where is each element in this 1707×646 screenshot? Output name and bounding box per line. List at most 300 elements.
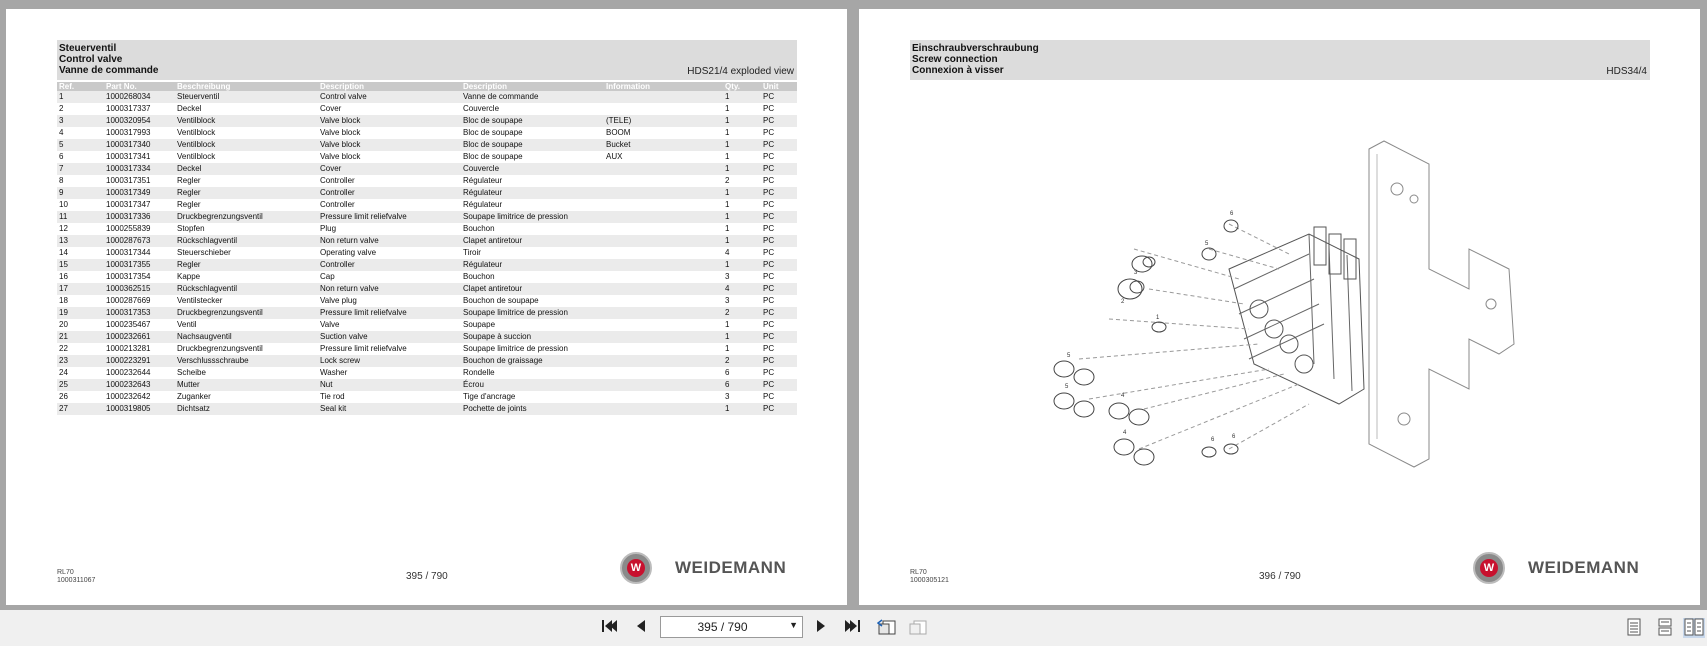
cell-description-en: Controller	[320, 200, 355, 209]
cell-description-en: Seal kit	[318, 403, 461, 415]
column-header-part-no: Part No.	[104, 82, 175, 91]
cell-ref: 1	[57, 91, 104, 103]
page-number: 396 / 790	[1259, 571, 1301, 582]
cell-ref: 11	[57, 211, 104, 223]
title-english: Control valve	[59, 54, 123, 65]
cell-information	[604, 295, 723, 307]
cell-ref: 12	[59, 224, 68, 233]
cell-part-no: 1000362515	[104, 283, 175, 295]
table-row	[57, 259, 797, 271]
table-row	[57, 307, 797, 319]
cell-part-no: 1000317340	[104, 139, 175, 151]
cell-information	[604, 223, 723, 235]
title-german: Steuerventil	[59, 43, 117, 54]
cell-beschreibung: Regler	[175, 259, 318, 271]
cell-part-no: 1000287669	[106, 296, 151, 305]
column-header-description-en: Description	[318, 82, 461, 91]
cell-description-fr: Bouchon de graissage	[461, 355, 604, 367]
single-page-view-button[interactable]	[1623, 618, 1645, 638]
cell-part-no: 1000317336	[104, 211, 175, 223]
cell-ref: 6	[59, 152, 64, 161]
table-row	[57, 271, 797, 283]
cell-description-en: Washer	[320, 368, 348, 377]
cell-beschreibung: Dichtsatz	[175, 403, 318, 415]
drawing-code: HDS21/4 exploded view	[687, 66, 794, 77]
title-french: Vanne de commande	[59, 65, 159, 76]
cell-part-no: 1000235467	[106, 320, 151, 329]
table-row	[57, 139, 797, 151]
cell-unit: PC	[761, 331, 797, 343]
cell-information	[604, 91, 723, 103]
cell-information	[604, 319, 723, 331]
cell-unit: PC	[761, 235, 797, 247]
cell-part-no: 1000232643	[104, 379, 175, 391]
previous-page-icon	[634, 618, 648, 634]
cell-qty: 1	[723, 187, 761, 199]
continuous-view-button[interactable]	[1654, 618, 1676, 638]
cell-information	[604, 235, 723, 247]
last-page-button[interactable]	[842, 618, 864, 638]
cell-unit: PC	[761, 403, 797, 415]
cell-part-no: 1000232661	[104, 331, 175, 343]
cell-ref: 27	[57, 403, 104, 415]
cell-ref: 22	[59, 344, 68, 353]
cell-ref: 10	[59, 200, 68, 209]
table-row	[57, 163, 797, 175]
cell-part-no: 1000317334	[104, 163, 175, 175]
cell-part-no: 1000317349	[104, 187, 175, 199]
forward-view-icon	[908, 618, 928, 636]
cell-ref: 3	[57, 115, 104, 127]
cell-part-no: 1000255839	[106, 224, 151, 233]
cell-beschreibung: Ventil	[177, 320, 197, 329]
table-row	[57, 343, 797, 355]
cell-description-fr: Régulateur	[463, 200, 503, 209]
column-header-information: Information	[604, 82, 723, 91]
logo-letter: W	[627, 559, 645, 577]
footer-doc-number: 1000305121	[910, 577, 949, 584]
cell-beschreibung: Druckbegrenzungsventil	[175, 211, 318, 223]
cell-description-fr: Bloc de soupape	[463, 152, 523, 161]
cell-ref: 15	[57, 259, 104, 271]
cell-description-fr: Bloc de soupape	[461, 139, 604, 151]
cell-part-no: 1000317337	[106, 104, 151, 113]
footer-model: RL70	[910, 569, 927, 576]
cell-part-no: 1000317344	[106, 248, 151, 257]
viewer-toolbar	[0, 610, 1707, 646]
cell-unit: PC	[763, 392, 775, 401]
cell-qty: 2	[725, 176, 730, 185]
cell-ref: 19	[57, 307, 104, 319]
cell-part-no: 1000223291	[104, 355, 175, 367]
cell-beschreibung: Ventilblock	[175, 115, 318, 127]
cell-information: Bucket	[604, 139, 723, 151]
cell-information: BOOM	[606, 128, 631, 137]
cell-information	[604, 211, 723, 223]
cell-ref: 20	[59, 320, 68, 329]
cell-beschreibung: Stopfen	[177, 224, 205, 233]
footer-model: RL70	[57, 569, 74, 576]
next-page-button[interactable]	[810, 618, 832, 638]
cell-information	[604, 391, 723, 403]
cell-ref: 2	[59, 104, 64, 113]
cell-description-fr: Bouchon	[463, 272, 495, 281]
callout-label: 1	[1156, 315, 1160, 321]
callout-label: 6	[1230, 211, 1234, 217]
cell-description-en: Cover	[318, 163, 461, 175]
cell-description-fr: Écrou	[461, 379, 604, 391]
cell-description-fr: Soupape limitrice de pression	[461, 307, 604, 319]
cell-unit: PC	[763, 176, 775, 185]
table-header-row	[57, 82, 797, 91]
footer-model-info	[57, 569, 95, 585]
column-header-beschreibung: Beschreibung	[175, 82, 318, 91]
first-page-icon	[600, 618, 618, 634]
cell-description-en: Pressure limit reliefvalve	[318, 307, 461, 319]
cell-beschreibung: Kappe	[177, 272, 201, 281]
section-header	[910, 40, 1650, 80]
cell-ref: 16	[59, 272, 68, 281]
cell-description-en: Valve block	[320, 128, 361, 137]
cell-information	[604, 307, 723, 319]
cell-unit: PC	[763, 272, 775, 281]
cell-description-fr: Clapet antiretour	[461, 283, 604, 295]
cell-description-en: Operating valve	[320, 248, 377, 257]
weidemann-logo	[1473, 552, 1653, 588]
cell-unit: PC	[763, 152, 775, 161]
cell-qty: 4	[723, 283, 761, 295]
cell-description-en: Valve block	[320, 152, 361, 161]
cell-description-fr: Régulateur	[463, 176, 503, 185]
title-french: Connexion à visser	[912, 65, 1004, 76]
cell-information	[604, 331, 723, 343]
facing-pages-icon	[1684, 618, 1704, 636]
callout-label: 4	[1121, 393, 1125, 399]
footer-doc-number: 1000311067	[57, 577, 96, 584]
cell-qty: 1	[725, 320, 730, 329]
cell-description-en: Cap	[320, 272, 335, 281]
cell-part-no: 1000317353	[104, 307, 175, 319]
cell-qty: 1	[723, 403, 761, 415]
cell-qty: 1	[723, 139, 761, 151]
cell-qty: 6	[725, 368, 730, 377]
cell-information	[604, 259, 723, 271]
logo-emblem-icon	[620, 552, 652, 584]
cell-beschreibung: Steuerventil	[175, 91, 318, 103]
callout-label: 6	[1211, 437, 1215, 443]
cell-information	[604, 175, 723, 187]
cell-part-no: 1000232644	[106, 368, 151, 377]
cell-description-fr: Bouchon	[463, 224, 495, 233]
page-number-value: 395 / 790	[697, 620, 748, 634]
cell-unit: PC	[761, 355, 797, 367]
table-row	[57, 355, 797, 367]
cell-description-en: Tie rod	[320, 392, 345, 401]
cell-information	[604, 247, 723, 259]
cell-unit: PC	[761, 307, 797, 319]
table-row	[57, 115, 797, 127]
table-row	[57, 319, 797, 331]
cell-description-en: Controller	[318, 259, 461, 271]
cell-qty: 1	[725, 200, 730, 209]
cell-description-en: Cover	[320, 104, 342, 113]
last-page-icon	[844, 618, 862, 634]
cell-ref: 25	[57, 379, 104, 391]
cell-information	[604, 199, 723, 211]
cell-ref: 24	[59, 368, 68, 377]
cell-part-no: 1000317347	[106, 200, 151, 209]
table-row	[57, 151, 797, 163]
cell-description-en: Suction valve	[318, 331, 461, 343]
callout-label: 6	[1232, 434, 1236, 440]
cell-description-fr: Bloc de soupape	[461, 115, 604, 127]
callout-label: 5	[1067, 353, 1071, 359]
cell-unit: PC	[761, 115, 797, 127]
cell-beschreibung: Ventilblock	[177, 128, 216, 137]
cell-ref: 21	[57, 331, 104, 343]
cell-description-en: Non return valve	[318, 283, 461, 295]
cell-unit: PC	[763, 296, 775, 305]
cell-qty: 4	[725, 248, 730, 257]
first-page-button[interactable]	[598, 618, 620, 638]
cell-information	[604, 379, 723, 391]
cell-ref: 14	[59, 248, 68, 257]
cell-qty: 2	[723, 307, 761, 319]
cell-information: AUX	[606, 152, 623, 161]
cell-ref: 7	[57, 163, 104, 175]
table-row	[57, 127, 797, 139]
cell-part-no: 1000320954	[104, 115, 175, 127]
cell-part-no: 1000319805	[104, 403, 175, 415]
page-number-select[interactable]	[660, 616, 803, 638]
chevron-down-icon: ▼	[789, 620, 798, 630]
weidemann-logo	[620, 552, 800, 588]
cell-qty: 1	[725, 152, 730, 161]
cell-information	[604, 283, 723, 295]
cell-qty: 3	[725, 392, 730, 401]
cell-unit: PC	[763, 224, 775, 233]
cell-ref: 18	[59, 296, 68, 305]
table-row	[57, 223, 797, 235]
cell-information	[604, 343, 723, 355]
cell-beschreibung: Verschlussschraube	[175, 355, 318, 367]
cell-beschreibung: Nachsaugventil	[175, 331, 318, 343]
cell-description-en: Lock screw	[318, 355, 461, 367]
cell-ref: 26	[59, 392, 68, 401]
cell-description-en: Non return valve	[318, 235, 461, 247]
cell-description-fr: Soupape limitrice de pression	[461, 211, 604, 223]
cell-unit: PC	[761, 187, 797, 199]
cell-beschreibung: Ventilblock	[175, 139, 318, 151]
cell-description-fr: Soupape	[463, 320, 496, 329]
callout-label: 4	[1123, 430, 1127, 436]
cell-beschreibung: Deckel	[175, 163, 318, 175]
cell-part-no: 1000317993	[106, 128, 151, 137]
cell-unit: PC	[763, 320, 775, 329]
cell-beschreibung: Regler	[177, 176, 201, 185]
page-number: 395 / 790	[406, 571, 448, 582]
cell-qty: 1	[723, 331, 761, 343]
drawing-code: HDS34/4	[1606, 66, 1647, 77]
cell-ref: 4	[59, 128, 64, 137]
cell-beschreibung: Rückschlagventil	[175, 283, 318, 295]
cell-unit: PC	[763, 200, 775, 209]
column-header-unit: Unit	[761, 82, 797, 91]
cell-part-no: 1000317354	[106, 272, 151, 281]
cell-description-fr: Tige d'ancrage	[463, 392, 516, 401]
callout-label: 5	[1205, 241, 1209, 247]
cell-information	[604, 355, 723, 367]
cell-qty: 1	[723, 259, 761, 271]
cell-ref: 8	[59, 176, 64, 185]
cell-description-fr: Clapet antiretour	[461, 235, 604, 247]
table-row	[57, 91, 797, 103]
cell-part-no: 1000317355	[104, 259, 175, 271]
table-row	[57, 283, 797, 295]
cell-unit: PC	[761, 379, 797, 391]
cell-description-fr: Couvercle	[463, 104, 500, 113]
back-view-button[interactable]	[876, 618, 898, 638]
cell-beschreibung: Ventilblock	[177, 152, 216, 161]
cell-description-fr: Rondelle	[463, 368, 495, 377]
cell-unit: PC	[763, 368, 775, 377]
table-row	[57, 379, 797, 391]
table-row	[57, 247, 797, 259]
cell-part-no: 1000268034	[104, 91, 175, 103]
cell-unit: PC	[761, 259, 797, 271]
table-row	[57, 367, 797, 379]
cell-description-en: Control valve	[318, 91, 461, 103]
cell-beschreibung: Deckel	[177, 104, 202, 113]
cell-qty: 1	[723, 211, 761, 223]
table-row	[57, 295, 797, 307]
cell-information	[604, 103, 723, 115]
table-row	[57, 331, 797, 343]
logo-wordmark: WEIDEMANN	[675, 558, 787, 577]
logo-emblem-icon	[1473, 552, 1505, 584]
cell-ref: 23	[57, 355, 104, 367]
cell-description-en: Controller	[318, 187, 461, 199]
cell-qty: 3	[725, 296, 730, 305]
cell-qty: 1	[725, 128, 730, 137]
forward-view-button[interactable]	[907, 618, 929, 638]
cell-description-fr: Soupape limitrice de pression	[463, 344, 568, 353]
cell-information	[604, 271, 723, 283]
cell-qty: 2	[723, 355, 761, 367]
cell-description-en: Valve	[320, 320, 340, 329]
cell-qty: 1	[723, 235, 761, 247]
cell-information	[604, 367, 723, 379]
cell-description-fr: Pochette de joints	[461, 403, 604, 415]
cell-qty: 1	[725, 224, 730, 233]
cell-description-en: Valve block	[318, 115, 461, 127]
left-document-page	[6, 9, 847, 605]
table-row	[57, 235, 797, 247]
right-document-page	[859, 9, 1700, 605]
cell-description-en: Pressure limit reliefvalve	[318, 211, 461, 223]
cell-description-en: Valve plug	[320, 296, 357, 305]
cell-unit: PC	[761, 91, 797, 103]
table-row	[57, 391, 797, 403]
cell-beschreibung: Druckbegrenzungsventil	[175, 307, 318, 319]
cell-beschreibung: Ventilstecker	[177, 296, 223, 305]
cell-description-en: Valve block	[318, 139, 461, 151]
cell-description-en: Pressure limit reliefvalve	[320, 344, 407, 353]
cell-description-fr: Régulateur	[461, 259, 604, 271]
cell-qty: 1	[723, 115, 761, 127]
cell-part-no: 1000287673	[104, 235, 175, 247]
cell-ref: 5	[57, 139, 104, 151]
cell-description-en: Controller	[320, 176, 355, 185]
cell-ref: 9	[57, 187, 104, 199]
callout-label: 2	[1121, 299, 1125, 305]
logo-wordmark: WEIDEMANN	[1528, 558, 1640, 577]
title-english: Screw connection	[912, 54, 998, 65]
column-header-description-fr: Description	[461, 82, 604, 91]
column-header-ref: Ref.	[57, 82, 104, 91]
cell-information	[604, 187, 723, 199]
cell-beschreibung: Mutter	[175, 379, 318, 391]
cell-beschreibung: Scheibe	[177, 368, 206, 377]
facing-pages-view-button[interactable]	[1683, 618, 1705, 638]
parts-table	[57, 82, 797, 415]
footer-model-info	[910, 569, 949, 585]
cell-unit: PC	[761, 211, 797, 223]
back-view-icon	[877, 618, 897, 636]
table-row	[57, 211, 797, 223]
cell-unit: PC	[763, 344, 775, 353]
cell-unit: PC	[761, 139, 797, 151]
callout-label: 5	[1065, 384, 1069, 390]
cell-part-no: 1000213281	[106, 344, 151, 353]
cell-unit: PC	[763, 248, 775, 257]
cell-ref: 17	[57, 283, 104, 295]
cell-part-no: 1000317351	[106, 176, 151, 185]
cell-beschreibung: Zuganker	[177, 392, 211, 401]
cell-description-en: Nut	[318, 379, 461, 391]
cell-beschreibung: Regler	[175, 187, 318, 199]
logo-letter: W	[1480, 559, 1498, 577]
cell-description-fr: Couvercle	[461, 163, 604, 175]
cell-qty: 3	[725, 272, 730, 281]
cell-qty: 1	[725, 104, 730, 113]
cell-unit: PC	[763, 128, 775, 137]
cell-ref: 13	[57, 235, 104, 247]
cell-information	[604, 163, 723, 175]
previous-page-button[interactable]	[630, 618, 652, 638]
table-row	[57, 175, 797, 187]
cell-description-fr: Soupape à succion	[461, 331, 604, 343]
cell-part-no: 1000232642	[106, 392, 151, 401]
table-row	[57, 187, 797, 199]
section-header	[57, 40, 797, 80]
cell-beschreibung: Regler	[177, 200, 201, 209]
cell-description-fr: Vanne de commande	[461, 91, 604, 103]
cell-qty: 1	[723, 91, 761, 103]
callout-label: 3	[1134, 270, 1138, 276]
cell-information	[604, 403, 723, 415]
cell-description-fr: Tiroir	[463, 248, 481, 257]
cell-qty: 1	[723, 163, 761, 175]
cell-unit: PC	[761, 283, 797, 295]
cell-description-fr: Bloc de soupape	[463, 128, 523, 137]
table-row	[57, 403, 797, 415]
cell-beschreibung: Druckbegrenzungsventil	[177, 344, 263, 353]
table-row	[57, 199, 797, 211]
cell-part-no: 1000317341	[106, 152, 151, 161]
next-page-icon	[814, 618, 828, 634]
continuous-page-icon	[1657, 618, 1673, 636]
